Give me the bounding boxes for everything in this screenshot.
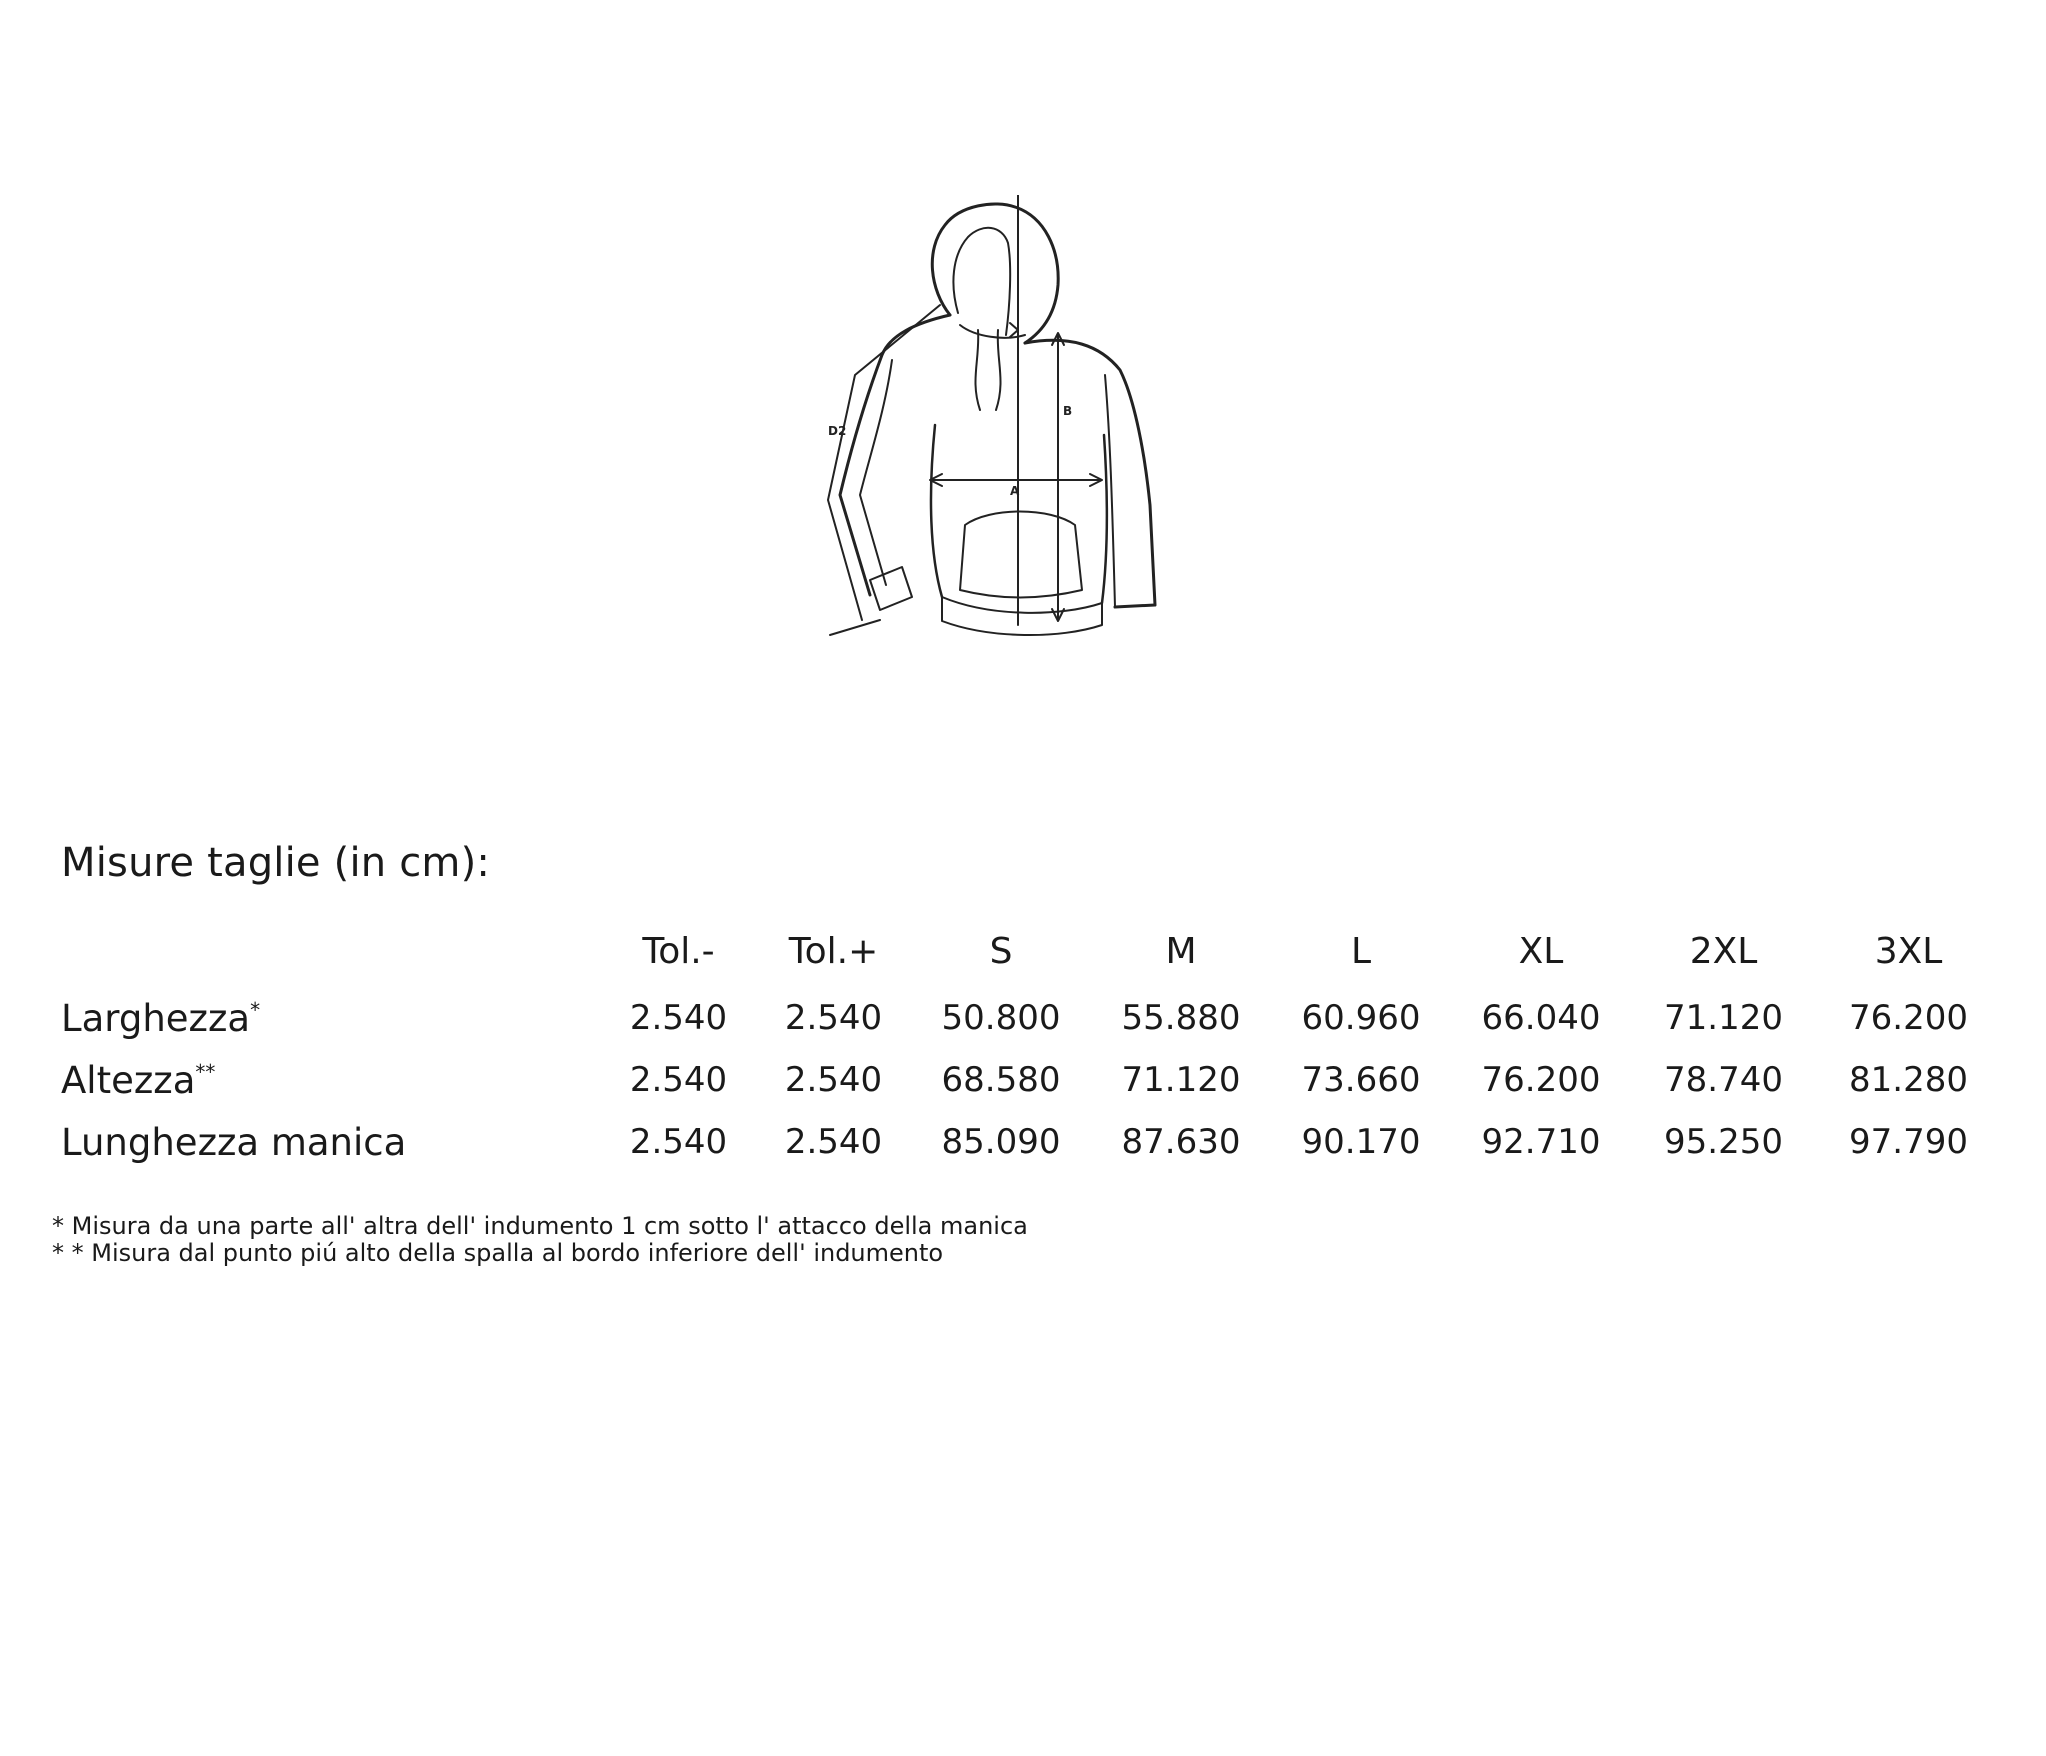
footnote-mark: ** bbox=[195, 1059, 216, 1084]
body-right-lower bbox=[1102, 435, 1107, 603]
drawstring-right bbox=[996, 330, 1001, 410]
table-cell: 90.170 bbox=[1301, 1122, 1421, 1162]
table-row bbox=[61, 1049, 2001, 1111]
table-cell: 2.540 bbox=[784, 1060, 883, 1100]
row-label: Larghezza* bbox=[61, 996, 261, 1040]
label-a: A bbox=[1010, 484, 1020, 498]
column-header: Tol.- bbox=[642, 930, 715, 972]
size-table bbox=[61, 915, 2001, 1173]
table-cell: 73.660 bbox=[1301, 1060, 1421, 1100]
table-cell: 71.120 bbox=[1121, 1060, 1241, 1100]
label-d2: D2 bbox=[828, 424, 847, 438]
table-cell: 2.540 bbox=[784, 998, 883, 1038]
column-header: S bbox=[989, 930, 1013, 972]
footnotes bbox=[52, 1213, 1028, 1267]
table-cell: 87.630 bbox=[1121, 1122, 1241, 1162]
table-cell: 76.200 bbox=[1481, 1060, 1601, 1100]
measure-d2-line bbox=[828, 305, 940, 620]
column-header: 3XL bbox=[1874, 930, 1943, 972]
table-cell: 71.120 bbox=[1664, 998, 1783, 1038]
row-label: Altezza** bbox=[61, 1058, 216, 1102]
table-cell: 76.200 bbox=[1849, 998, 1968, 1038]
table-cell: 2.540 bbox=[629, 1122, 728, 1162]
table-cell: 2.540 bbox=[629, 1060, 728, 1100]
waistband bbox=[942, 597, 1102, 635]
cuff-left bbox=[870, 567, 912, 610]
hood-outline bbox=[932, 204, 1058, 343]
column-header: XL bbox=[1518, 930, 1564, 972]
table-cell: 60.960 bbox=[1301, 998, 1421, 1038]
table-header-row bbox=[61, 915, 2001, 987]
hoodie-measurement-diagram bbox=[820, 195, 1200, 655]
pocket bbox=[960, 512, 1082, 598]
body-left-lower bbox=[931, 425, 942, 597]
column-header: Tol.+ bbox=[788, 930, 879, 972]
table-row bbox=[61, 1111, 2001, 1173]
table-cell: 68.580 bbox=[941, 1060, 1061, 1100]
table-cell: 55.880 bbox=[1121, 998, 1241, 1038]
table-cell: 85.090 bbox=[941, 1122, 1061, 1162]
table-cell: 78.740 bbox=[1664, 1060, 1783, 1100]
column-header: M bbox=[1165, 930, 1197, 972]
table-cell: 2.540 bbox=[784, 1122, 883, 1162]
table-cell: 92.710 bbox=[1481, 1122, 1601, 1162]
footnote-mark: * bbox=[250, 997, 261, 1022]
table-cell: 50.800 bbox=[941, 998, 1061, 1038]
page-title: Misure taglie (in cm): bbox=[61, 840, 491, 886]
footnote-1: * Misura da una parte all' altra dell' indumento 1 cm sotto l' attacco della manica bbox=[52, 1212, 1028, 1240]
column-header: 2XL bbox=[1689, 930, 1758, 972]
header-empty bbox=[61, 915, 601, 987]
table-cell: 66.040 bbox=[1481, 998, 1601, 1038]
table-cell: 95.250 bbox=[1664, 1122, 1783, 1162]
table-cell: 97.790 bbox=[1849, 1122, 1968, 1162]
table-cell: 81.280 bbox=[1849, 1060, 1968, 1100]
table-cell: 2.540 bbox=[629, 998, 728, 1038]
column-header: L bbox=[1350, 930, 1372, 972]
table-row bbox=[61, 987, 2001, 1049]
sleeve-left-inner bbox=[860, 360, 892, 585]
drawstring-left bbox=[975, 330, 980, 410]
footnote-2: * * Misura dal punto piú alto della spalla al bordo inferiore dell' indumento bbox=[52, 1239, 944, 1267]
row-label: Lunghezza manica bbox=[61, 1120, 407, 1164]
label-b: B bbox=[1063, 404, 1073, 418]
hood-opening bbox=[953, 228, 1010, 335]
